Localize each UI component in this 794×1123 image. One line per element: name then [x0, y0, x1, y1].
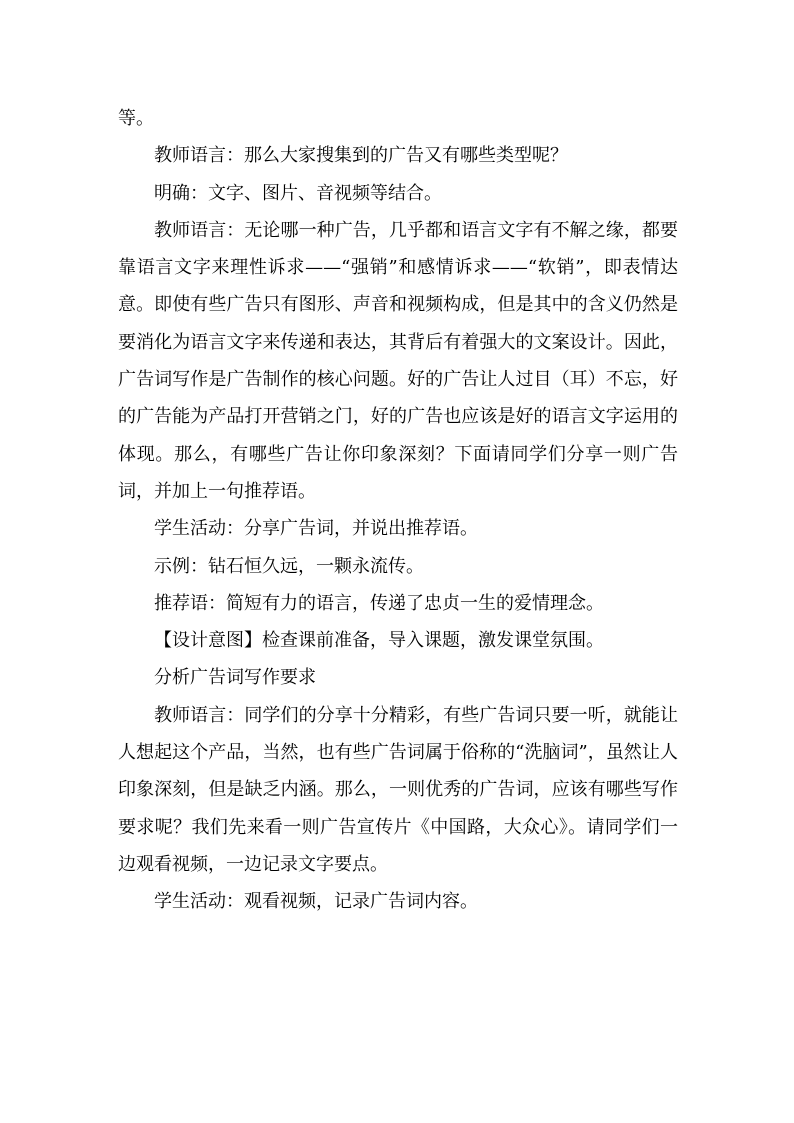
paragraph-clarify: 明确：文字、图片、音视频等结合。: [154, 182, 442, 204]
paragraph-teacher-analysis: 教师语言：同学们的分享十分精彩，有些广告词只要一听，就能让人想起这个产品，当然，也有些广告词属于俗称的“洗脑词”，虽然让人印象深刻，但是缺乏内涵。那么，一则优秀的广告词，应该有哪些写作要求呢？我们先来看一则广告宣传片《中国路，大众心》。请同学们一边观看视频，一边记录文字要点。: [118, 704, 678, 875]
paragraph-teacher-question: 教师语言：那么大家搜集到的广告又有哪些类型呢？: [154, 145, 568, 167]
section-heading: 分析广告词写作要求: [154, 667, 316, 689]
paragraph-design-intent: 【设计意图】检查课前准备，导入课题，激发课堂氛围。: [154, 630, 604, 652]
paragraph-recommendation: 推荐语：简短有力的语言，传递了忠贞一生的爱情理念。: [154, 592, 604, 614]
paragraph-continuation: 等。: [118, 108, 154, 129]
paragraph-student-activity-watch: 学生活动：观看视频，记录广告词内容。: [154, 891, 478, 913]
document-body: [118, 100, 678, 921]
paragraph-example: 示例：钻石恒久远，一颗永流传。: [154, 555, 424, 577]
paragraph-student-activity-share: 学生活动：分享广告词，并说出推荐语。: [154, 518, 478, 540]
paragraph-teacher-explanation: 教师语言：无论哪一种广告，几乎都和语言文字有不解之缘，都要靠语言文字来理性诉求——“强销”和感情诉求——“软销”，即表情达意。即使有些广告只有图形、声音和视频构成，但是其中的含义仍然是要消化为语言文字来传递和表达，其背后有着强大的文案设计。因此，广告词写作是广告制作的核心问题。好的广告让人过目（耳）不忘，好的广告能为产品打开营销之门，好的广告也应该是好的语言文字运用的体现。那么，有哪些广告让你印象深刻？下面请同学们分享一则广告词，并加上一句推荐语。: [118, 219, 678, 502]
